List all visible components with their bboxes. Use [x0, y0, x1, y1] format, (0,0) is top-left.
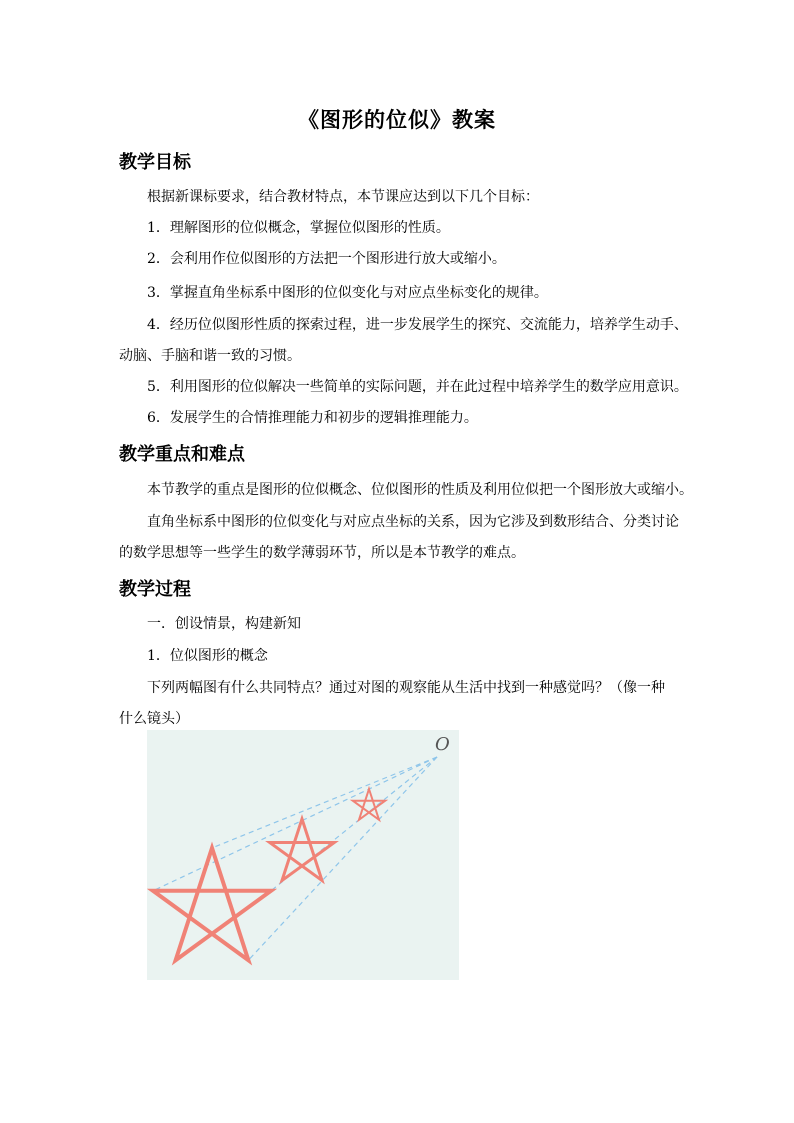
star-shapes	[153, 789, 385, 960]
large-star	[153, 848, 271, 960]
projection-ray	[212, 757, 437, 848]
question-line-2: 什么镜头）	[119, 711, 189, 727]
projection-rays	[153, 757, 437, 960]
keypoints-paragraph-1: 本节教学的重点是图形的位似概念、位似图形的性质及利用位似把一个图形放大或缩小。	[147, 482, 693, 498]
goal-item-1: 1．理解图形的位似概念，掌握位似图形的性质。	[147, 220, 450, 236]
keypoints-paragraph-2-line2: 的数学思想等一些学生的数学薄弱环节，所以是本节教学的难点。	[119, 545, 525, 561]
goal-item-3: 3．掌握直角坐标系中图形的位似变化与对应点坐标变化的规律。	[147, 285, 548, 301]
medium-star	[270, 819, 335, 881]
process-step-1: 一．创设情景，构建新知	[147, 616, 301, 632]
goal-item-2: 2．会利用作位似图形的方法把一个图形进行放大或缩小。	[147, 251, 506, 267]
goal-item-6: 6．发展学生的合情推理能力和初步的逻辑推理能力。	[147, 410, 478, 426]
document-title: 《图形的位似》教案	[298, 107, 496, 132]
center-point-label: O	[435, 734, 450, 755]
process-subtitle-1: 1．位似图形的概念	[147, 648, 268, 664]
goal-item-5: 5．利用图形的位似解决一些简单的实际问题，并在此过程中培养学生的数学应用意识。	[147, 379, 688, 395]
small-star	[353, 789, 385, 820]
goals-intro: 根据新课标要求，结合教材特点，本节课应达到以下几个目标：	[147, 189, 539, 205]
goal-item-4-line2: 动脑、手脑和谐一致的习惯。	[119, 348, 301, 364]
question-line-1: 下列两幅图有什么共同特点？通过对图的观察能从生活中找到一种感觉吗？（像一种	[147, 680, 665, 696]
projection-ray	[248, 757, 437, 960]
stars-diagram	[147, 730, 459, 980]
homothety-stars-figure	[147, 730, 459, 980]
goal-item-4-line1: 4．经历位似图形性质的探索过程，进一步发展学生的探究、交流能力，培养学生动手、	[147, 317, 688, 333]
heading-teaching-process: 教学过程	[119, 579, 191, 600]
keypoints-paragraph-2-line1: 直角坐标系中图形的位似变化与对应点坐标的关系，因为它涉及到数形结合、分类讨论	[147, 514, 679, 530]
heading-teaching-goals: 教学目标	[119, 152, 191, 173]
heading-key-points: 教学重点和难点	[119, 444, 245, 465]
